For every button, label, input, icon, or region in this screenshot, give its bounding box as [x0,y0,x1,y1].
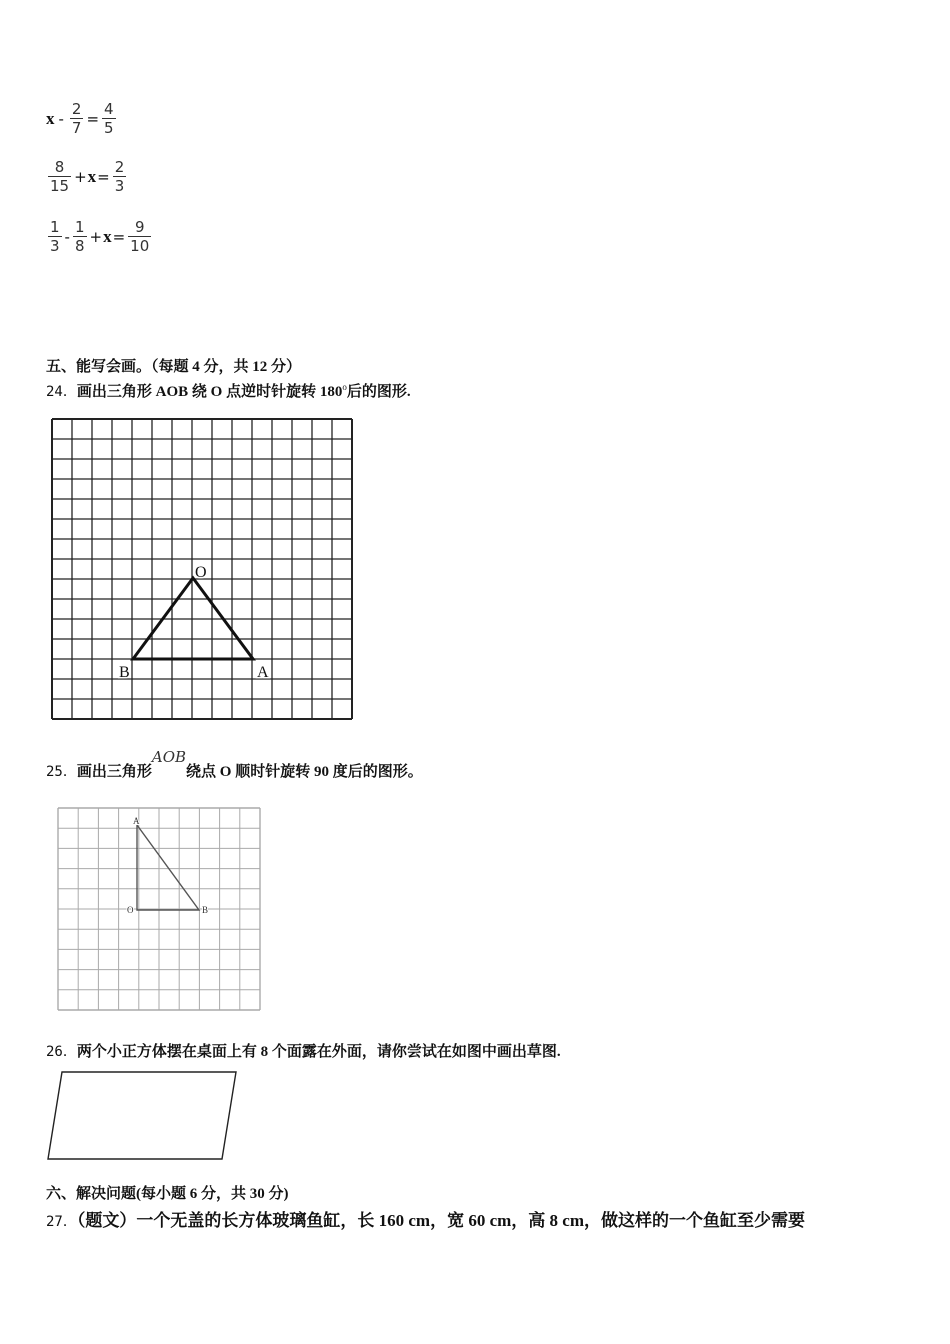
eq3-equals: = [112,227,126,246]
fraction-numerator: 9 [134,218,145,236]
eq3-fraction-3 [128,218,151,255]
eq3-fraction-2 [73,218,87,255]
question-text: （题文）一个无盖的长方体玻璃鱼缸，长 160 cm，宽 60 cm，高 8 cm，做这样的一个鱼缸至少需要 [76,1211,805,1230]
fraction-numerator: 8 [54,158,65,176]
grid-figure-24 [50,417,354,720]
fraction-denominator: 5 [104,119,114,137]
eq2-equals: = [97,167,110,186]
question-text: 顺时针旋转 [231,764,314,780]
fraction-denominator: 3 [50,237,60,255]
question-text: 点逆时针旋转 [222,384,320,400]
fraction-numerator: 4 [104,100,114,118]
fraction-denominator: 8 [74,237,85,255]
label-o-25: O [127,905,134,915]
eq3-fraction-1 [48,218,62,255]
fraction-numerator: 1 [50,218,60,236]
section-5-heading: 五、能写会画。（每题 4 分，共 12 分） [46,359,302,375]
question-number: 25． [46,764,77,780]
question-number: 24． [46,384,77,400]
fraction-denominator: 3 [114,177,125,195]
equation-3 [46,218,153,255]
eq2-fraction-2 [113,158,127,195]
question-24 [46,380,411,401]
question-bold: 8 [260,1044,269,1060]
math-variable: AOB [151,748,187,766]
label-a: A [257,664,269,681]
eq3-var: x [103,226,112,246]
triangle-aob-25 [137,825,199,910]
fraction-numerator: 2 [71,100,82,118]
question-text: 度后的图形。 [328,764,423,780]
fraction-numerator: 2 [114,158,125,176]
degree-superscript: o [342,382,347,392]
question-text: 画出三角形 [76,764,152,780]
question-26 [46,1040,561,1061]
question-bold: O [210,384,223,400]
eq1-var: x [46,108,55,128]
label-b: B [119,664,130,681]
question-number: 26． [46,1044,77,1060]
question-bold: 90 [313,764,329,780]
fraction-denominator: 15 [50,177,70,195]
question-27 [46,1206,805,1231]
equation-1 [46,100,118,137]
eq1-fraction-2 [102,100,116,137]
eq2-plus: + [74,167,87,186]
question-25 [46,748,423,781]
eq2-var: x [87,166,97,186]
question-text: 绕 [188,384,211,400]
eq3-plus: + [89,227,103,246]
question-bold: AOB [155,384,189,400]
question-text: 画出三角形 [76,384,156,400]
question-bold: O [219,764,232,780]
eq1-equals: = [86,109,100,128]
question-text: 绕点 [186,764,220,780]
label-a-25: A [133,816,140,826]
fraction-denominator: 10 [130,237,150,255]
grid-figure-25 [56,806,262,1014]
fraction-numerator: 1 [74,218,85,236]
question-text: 后的图形. [346,384,411,400]
label-b-25: B [202,905,209,915]
eq3-minus: - [64,227,70,246]
section-6-heading: 六、解决问题(每小题 6 分，共 30 分) [46,1186,289,1202]
eq1-op: - [58,109,64,128]
label-o: O [195,564,207,581]
equation-2 [46,158,128,195]
question-text: 两个小正方体摆在桌面上有 [76,1044,261,1060]
parallelogram-tabletop [44,1068,240,1164]
eq1-fraction-1 [70,100,84,137]
fraction-denominator: 7 [71,119,82,137]
question-number: 27． [46,1214,77,1230]
question-bold: 180 [319,384,343,400]
eq2-fraction-1 [48,158,71,195]
question-text: 个面露在外面，请你尝试在如图中画出草图. [268,1044,561,1060]
